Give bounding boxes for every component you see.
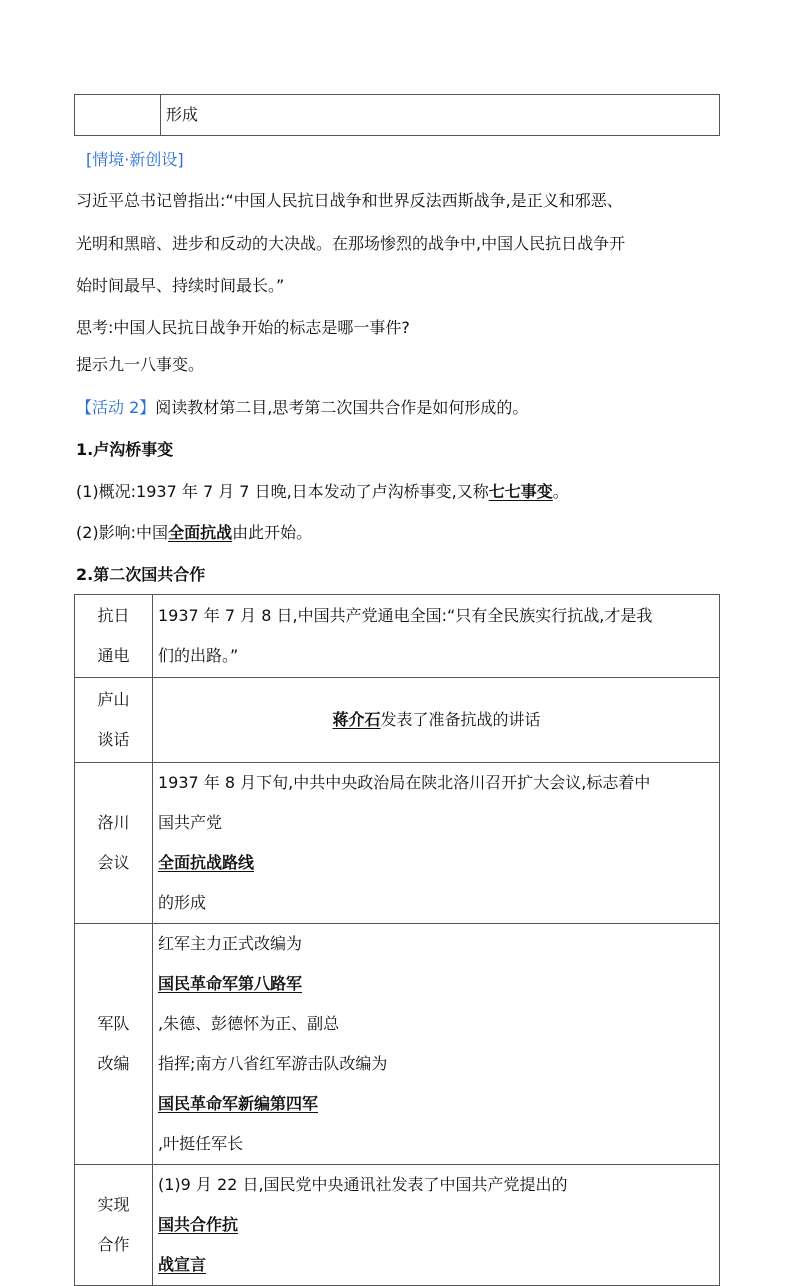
- row-key-line: 会议: [97, 853, 130, 872]
- top-table-row: [75, 95, 720, 136]
- row-key-line: 通电: [97, 646, 130, 665]
- row-value-cell: [153, 678, 720, 763]
- row-key-cell: [75, 678, 153, 763]
- row-value-line: [158, 924, 715, 1044]
- hint-text: 提示九一八事变。: [76, 355, 205, 374]
- section1-item1-answer: 七七事变: [488, 482, 553, 501]
- row-value-suffix: ,叶挺任军长: [158, 1134, 244, 1153]
- section1-item1-prefix: (1)概况:1937 年 7 月 7 日晚,日本发动了卢沟桥事变,又称: [76, 482, 489, 501]
- row-value-line: [158, 1245, 715, 1285]
- row-value-answer: 国民革命军第八路军: [158, 974, 303, 993]
- scenario-line-3: 始时间最早、持续时间最长。”: [76, 276, 285, 295]
- top-table-key-cell: [75, 95, 161, 136]
- table-row: [75, 924, 720, 1165]
- row-value-line: [158, 803, 715, 923]
- question-text: 思考:中国人民抗日战争开始的标志是哪一事件?: [76, 318, 410, 337]
- row-value-answer: 蒋介石: [332, 710, 381, 729]
- section1-item1-suffix: 。: [552, 482, 569, 501]
- table-row: [75, 1165, 720, 1286]
- table-row: [75, 763, 720, 924]
- scenario-line-2: 光明和黑暗、进步和反动的大决战。在那场惨烈的战争中,中国人民抗日战争开: [76, 234, 626, 253]
- row-value-suffix: ,朱德、彭德怀为正、副总: [158, 1014, 340, 1033]
- row-key-cell: [75, 1165, 153, 1286]
- table-row: [75, 678, 720, 763]
- row-value-cell: [153, 924, 720, 1165]
- cooperation-table: [74, 594, 720, 1286]
- row-value-cell: [153, 1165, 720, 1286]
- row-value-prefix: 国共产党: [158, 813, 223, 832]
- row-key-cell: [75, 763, 153, 924]
- row-value-line: 1937 年 8 月下旬,中共中央政治局在陕北洛川召开扩大会议,标志着中: [158, 773, 651, 792]
- section1-item2-prefix: (2)影响:中国: [76, 523, 169, 542]
- row-key-line: 抗日: [97, 606, 130, 625]
- activity-text: 阅读教材第二目,思考第二次国共合作是如何形成的。: [155, 398, 529, 417]
- row-value-answer: 全面抗战路线: [158, 853, 255, 872]
- row-value-prefix: (1)9 月 22 日,国民党中央通讯社发表了中国共产党提出的: [158, 1175, 568, 1194]
- row-value-cell: [153, 763, 720, 924]
- row-key-line: 军队: [97, 1014, 130, 1033]
- activity-label: 【活动 2】: [76, 398, 156, 417]
- row-key-line: 洛川: [97, 813, 130, 832]
- scenario-line-1: 习近平总书记曾指出:“中国人民抗日战争和世界反法西斯战争,是正义和邪恶、: [76, 191, 623, 210]
- row-key-cell: [75, 924, 153, 1165]
- row-value-suffix: 发表了准备抗战的讲话: [380, 710, 541, 729]
- table-row: [75, 595, 720, 678]
- scenario-label-text: [情境·新创设]: [86, 150, 184, 169]
- section1-item2-suffix: 由此开始。: [232, 523, 313, 542]
- row-value-answer: 国民革命军新编第四军: [158, 1094, 319, 1113]
- scenario-label: [86, 150, 184, 170]
- section1-item2-answer: 全面抗战: [168, 523, 233, 542]
- row-value-prefix: 指挥;南方八省红军游击队改编为: [158, 1054, 388, 1073]
- row-value-line: 们的出路。”: [158, 646, 239, 665]
- section1-item1: [76, 482, 569, 502]
- row-value-prefix: 红军主力正式改编为: [158, 934, 303, 953]
- row-value-line: 1937 年 7 月 8 日,中国共产党通电全国:“只有全民族实行抗战,才是我: [158, 606, 653, 625]
- row-key-line: 合作: [97, 1235, 130, 1254]
- top-table-value-cell: 形成: [161, 95, 720, 136]
- row-value-cell: [153, 595, 720, 678]
- row-value-answer: 国共合作抗: [158, 1215, 239, 1234]
- section1-item2: [76, 523, 312, 543]
- activity-line: [76, 398, 528, 418]
- row-key-cell: [75, 595, 153, 678]
- row-key-line: 谈话: [97, 730, 130, 749]
- section1-title: 1.卢沟桥事变: [76, 440, 174, 459]
- row-key-line: 改编: [97, 1054, 130, 1073]
- row-value-line: [158, 1165, 715, 1245]
- row-value-suffix: 的形成: [158, 893, 207, 912]
- row-value-line: [158, 1044, 715, 1164]
- row-value-answer: 战宣言: [158, 1255, 207, 1274]
- top-table: [74, 94, 720, 136]
- row-key-line: 实现: [97, 1195, 130, 1214]
- row-key-line: 庐山: [97, 690, 130, 709]
- section2-title: 2.第二次国共合作: [76, 565, 206, 584]
